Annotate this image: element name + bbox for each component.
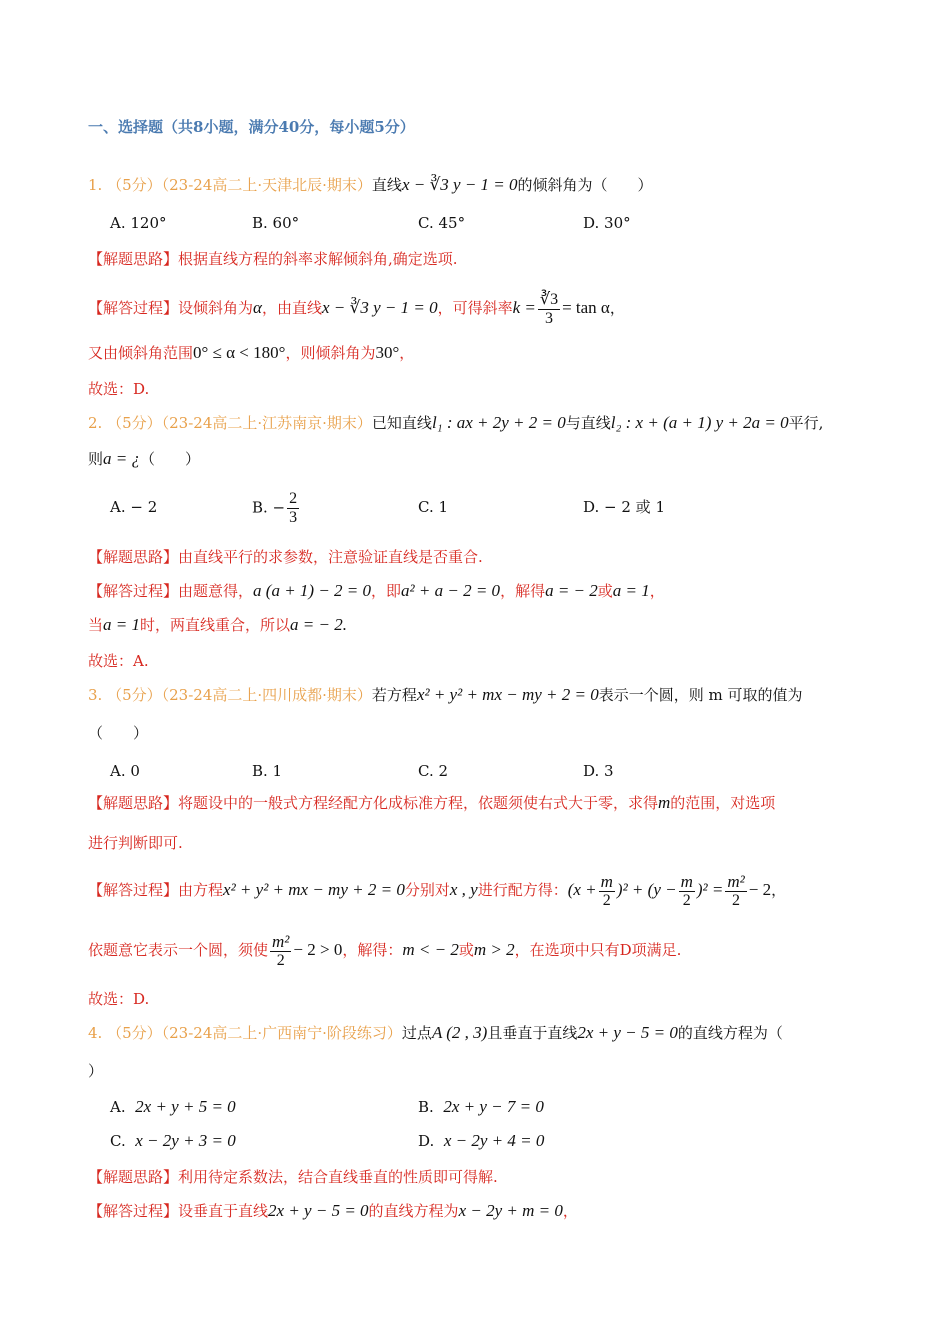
question-text: 且垂直于直线 (487, 1024, 578, 1042)
process-label: 【解答过程】 (88, 582, 179, 600)
process-text: 分别对 (404, 881, 450, 899)
process-text: 时，两直线重合，所以 (140, 616, 291, 634)
option-d: D. − 2 或 1 (583, 498, 665, 516)
equation: 2x + y − 5 = 0 (577, 1023, 678, 1042)
fraction-denominator: 3 (544, 309, 553, 327)
option-a: A. 120° (110, 214, 167, 232)
punct: ， (399, 344, 415, 362)
option-c: C. 2 (418, 762, 449, 780)
equation: a = − 2 (545, 581, 598, 600)
fraction-denominator: 2 (276, 951, 285, 969)
process-text: ，则倾斜角为 (285, 344, 376, 362)
question-number: 1. (88, 176, 103, 194)
option-label: B. (418, 1098, 434, 1116)
process-text: ，解得： (342, 941, 403, 959)
answer: 故选：D. (88, 990, 150, 1008)
process-text: 或 (458, 941, 474, 959)
question-paren: （ ） (140, 450, 201, 468)
math-part: − 2 > 0 (293, 940, 343, 959)
math-k: k = (512, 298, 536, 317)
fraction-numerator: m (600, 871, 613, 891)
equation: a = 1 (103, 615, 140, 634)
fraction-denominator: 3 (289, 509, 298, 526)
punct: ， (771, 881, 787, 899)
question-prompt: 若方程 (371, 686, 417, 704)
option-c (110, 1130, 236, 1152)
equation: x − ∛3 y − 1 = 0 (401, 175, 518, 194)
question-text: 则 (88, 450, 104, 468)
option-d: D. 30° (583, 214, 631, 232)
option-b: B. 60° (252, 214, 300, 232)
solution-line (88, 930, 681, 970)
solution-process (88, 1200, 578, 1222)
answer: 故选：A. (88, 652, 149, 670)
math-xy: x , y (449, 880, 478, 899)
process-label: 【解答过程】 (88, 1202, 179, 1220)
process-text: ，在选项中只有D项满足. (514, 941, 682, 959)
question-paren: （ ） (88, 724, 149, 742)
process-text: 由题意得， (178, 582, 254, 600)
question-2 (88, 412, 823, 434)
question-prompt: 直线 (371, 176, 402, 194)
option-equation: x − 2y + 3 = 0 (135, 1131, 236, 1150)
question-1 (88, 174, 653, 196)
fraction-numerator: 2 (289, 490, 298, 507)
fraction-denominator: 2 (602, 891, 611, 909)
answer: 故选：D. (88, 380, 150, 398)
section-title: 一、选择题（共8小题，满分40分，每小题5分） (88, 118, 415, 136)
question-meta: （5分）（23-24高二上·江苏南京·期末） (107, 414, 372, 432)
option-label: C. (110, 1132, 126, 1150)
question-meta: （5分）（23-24高二上·天津北辰·期末） (107, 176, 372, 194)
math-m: m (658, 793, 671, 812)
option-c: C. 1 (418, 498, 449, 516)
solution-line (88, 614, 347, 636)
option-a: A. 0 (110, 762, 140, 780)
equation: x² + y² + mx − my + 2 = 0 (223, 880, 405, 899)
process-text: 当 (88, 616, 104, 634)
math-part: (x + (567, 880, 597, 899)
question-text: 平行, (788, 414, 824, 432)
fraction-numerator: ∛3 (539, 290, 559, 308)
idea-text: 的范围，对选项 (670, 794, 776, 812)
option-b (418, 1096, 544, 1118)
option-label: B. − (252, 498, 286, 517)
equation: a = − 2. (290, 615, 347, 634)
process-text: 又由倾斜角范围 (88, 344, 194, 362)
process-text: ，解得 (500, 582, 546, 600)
math-part: )² = (696, 880, 724, 899)
option-b (252, 490, 301, 527)
process-text: 的直线方程为 (368, 1202, 459, 1220)
equation: m < − 2 (402, 940, 459, 959)
equation: a = 1 (612, 581, 650, 600)
fraction-denominator: 2 (732, 891, 741, 909)
equation-l2: l₂ : x + (a + 1) y + 2a = 0 (610, 413, 789, 432)
math-tan: = tan α (562, 298, 610, 317)
process-text: 由方程 (178, 881, 224, 899)
solution-idea: 【解题思路】利用待定系数法，结合直线垂直的性质即可得解. (88, 1168, 498, 1186)
solution-idea-cont: 进行判断即可. (88, 834, 183, 852)
process-text: ，由直线 (261, 299, 322, 317)
option-equation: x − 2y + 4 = 0 (443, 1131, 545, 1150)
fraction-numerator: m² (272, 931, 290, 951)
question-4 (88, 1022, 783, 1044)
option-equation: 2x + y + 5 = 0 (135, 1097, 236, 1116)
math-part: )² + (y − (616, 880, 677, 899)
solution-process (88, 288, 625, 328)
fraction (270, 933, 291, 970)
question-prompt: 过点 (401, 1024, 432, 1042)
question-suffix: 的直线方程为（ (677, 1024, 783, 1042)
math-alpha: α (253, 298, 262, 317)
fraction (679, 873, 695, 910)
question-meta: （5分）（23-24高二上·四川成都·期末） (107, 686, 372, 704)
fraction (538, 291, 560, 328)
question-number: 4. (88, 1024, 103, 1042)
equation-l1: l₁ : ax + 2y + 2 = 0 (431, 413, 566, 432)
option-a (110, 1096, 236, 1118)
option-a: A. − 2 (110, 498, 158, 516)
question-line (88, 448, 200, 470)
math-range: 0° ≤ α < 180° (193, 343, 286, 362)
process-text: 进行配方得： (477, 881, 568, 899)
option-d (418, 1130, 544, 1152)
punct: ， (649, 582, 665, 600)
question-number: 3. (88, 686, 103, 704)
process-text: 或 (597, 582, 613, 600)
question-3 (88, 684, 803, 706)
solution-process (88, 870, 786, 910)
equation: x² + y² + mx − my + 2 = 0 (416, 685, 599, 704)
process-text: ，可得斜率 (437, 299, 513, 317)
fraction-numerator: m (680, 871, 693, 891)
solution-idea (88, 792, 775, 814)
solution-process (88, 580, 665, 602)
fraction (599, 873, 615, 910)
option-c: C. 45° (418, 214, 466, 232)
question-prompt: 已知直线 (371, 414, 432, 432)
process-text: 设垂直于直线 (178, 1202, 269, 1220)
math-part: − 2 (748, 880, 772, 899)
option-label: D. (418, 1132, 435, 1150)
fraction (725, 873, 746, 910)
punct: ， (609, 299, 625, 317)
fraction-denominator: 2 (682, 891, 691, 909)
question-meta: （5分）（23-24高二上·广西南宁·阶段练习） (107, 1024, 402, 1042)
option-label: A. (110, 1098, 126, 1116)
option-b: B. 1 (252, 762, 283, 780)
process-label: 【解答过程】 (88, 299, 179, 317)
question-suffix: 表示一个圆，则 m 可取的值为 (598, 686, 803, 704)
question-text: 与直线 (565, 414, 611, 432)
equation: a (a + 1) − 2 = 0 (253, 581, 372, 600)
question-paren: ） (88, 1062, 104, 1080)
math-answer: 30° (375, 343, 400, 362)
equation: a = ¿ (103, 449, 140, 468)
fraction-numerator: m² (727, 871, 745, 891)
equation: 2x + y − 5 = 0 (268, 1201, 369, 1220)
solution-idea: 【解题思路】根据直线方程的斜率求解倾斜角,确定选项. (88, 250, 458, 268)
equation: x − 2y + m = 0 (458, 1201, 563, 1220)
option-d: D. 3 (583, 762, 614, 780)
punct: ， (562, 1202, 578, 1220)
equation: a² + a − 2 = 0 (401, 581, 501, 600)
process-text: ，即 (371, 582, 402, 600)
process-text: 依题意它表示一个圆，须使 (88, 941, 269, 959)
equation: m > 2 (473, 940, 515, 959)
question-number: 2. (88, 414, 103, 432)
process-label: 【解答过程】 (88, 881, 179, 899)
solution-line (88, 342, 414, 364)
idea-text: 【解题思路】将题设中的一般式方程经配方化成标准方程，依题须使右式大于零，求得 (88, 794, 659, 812)
question-suffix: 的倾斜角为（ ） (517, 176, 653, 194)
equation: x − ∛3 y − 1 = 0 (321, 298, 438, 317)
fraction (287, 490, 299, 527)
solution-idea: 【解题思路】由直线平行的求参数，注意验证直线是否重合. (88, 548, 483, 566)
process-text: 设倾斜角为 (178, 299, 254, 317)
option-equation: 2x + y − 7 = 0 (443, 1097, 544, 1116)
math-point: A (2 , 3) (431, 1023, 488, 1042)
